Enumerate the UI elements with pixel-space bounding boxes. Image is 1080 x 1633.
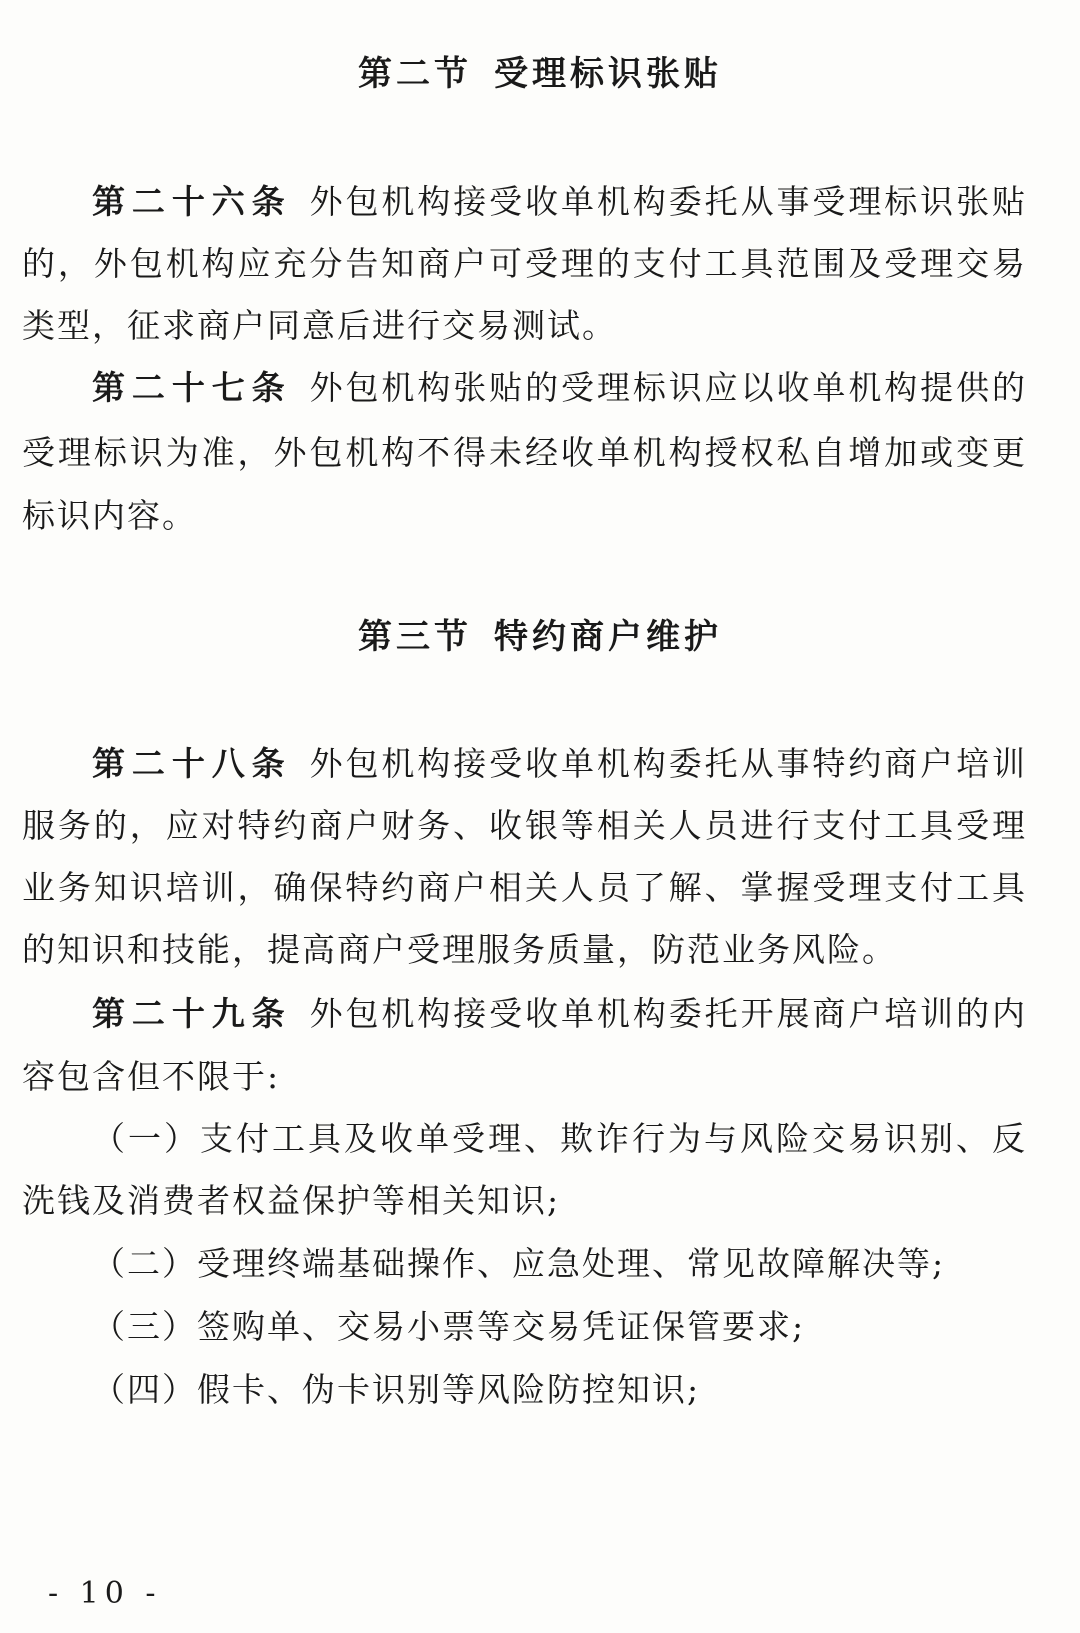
section-number: 第三节: [358, 617, 472, 657]
article-27-line-1: [92, 366, 1027, 410]
article-text: 外包机构接受收单机构委托从事特约商户培训: [309, 744, 1028, 783]
list-item-3: （三）签购单、交易小票等交易凭证保管要求;: [92, 1307, 806, 1346]
section-title: 受理标识张贴: [494, 54, 722, 94]
article-28-line-4: 的知识和技能，提高商户受理服务质量，防范业务风险。: [22, 930, 897, 969]
article-27-line-2: 受理标识为准，外包机构不得未经收单机构授权私自增加或变更: [22, 433, 1027, 472]
article-text: 外包机构接受收单机构委托从事受理标识张贴: [309, 182, 1028, 221]
list-item-4: （四）假卡、伪卡识别等风险防控知识;: [92, 1370, 701, 1409]
article-26-line-3: 类型，征求商户同意后进行交易测试。: [22, 306, 617, 345]
article-28-line-3: 业务知识培训，确保特约商户相关人员了解、掌握受理支付工具: [22, 868, 1027, 907]
section-heading-3: [0, 617, 1080, 657]
article-label: 第二十六条: [92, 182, 292, 221]
list-item-1-line-1: （一）支付工具及收单受理、欺诈行为与风险交易识别、反: [92, 1119, 1027, 1158]
section-number: 第二节: [358, 54, 472, 94]
article-text: 外包机构张贴的受理标识应以收单机构提供的: [309, 368, 1028, 407]
article-text: 外包机构接受收单机构委托开展商户培训的内: [309, 994, 1028, 1033]
article-28-line-2: 服务的，应对特约商户财务、收银等相关人员进行支付工具受理: [22, 806, 1027, 845]
section-title: 特约商户维护: [494, 617, 722, 657]
article-label: 第二十八条: [92, 744, 292, 783]
article-label: 第二十九条: [92, 994, 292, 1033]
list-item-1-line-2: 洗钱及消费者权益保护等相关知识;: [22, 1181, 561, 1220]
article-26-line-2: 的，外包机构应充分告知商户可受理的支付工具范围及受理交易: [22, 244, 1027, 283]
article-label: 第二十七条: [92, 368, 292, 407]
list-item-2: （二）受理终端基础操作、应急处理、常见故障解决等;: [92, 1244, 946, 1283]
article-28-line-1: [92, 742, 1027, 786]
article-27-line-3: 标识内容。: [22, 496, 197, 535]
page-number: - 10 -: [48, 1576, 162, 1611]
article-29-line-1: [92, 992, 1027, 1036]
article-29-line-2: 容包含但不限于:: [22, 1057, 281, 1096]
section-heading-2: [0, 54, 1080, 94]
article-26-line-1: [92, 180, 1027, 224]
